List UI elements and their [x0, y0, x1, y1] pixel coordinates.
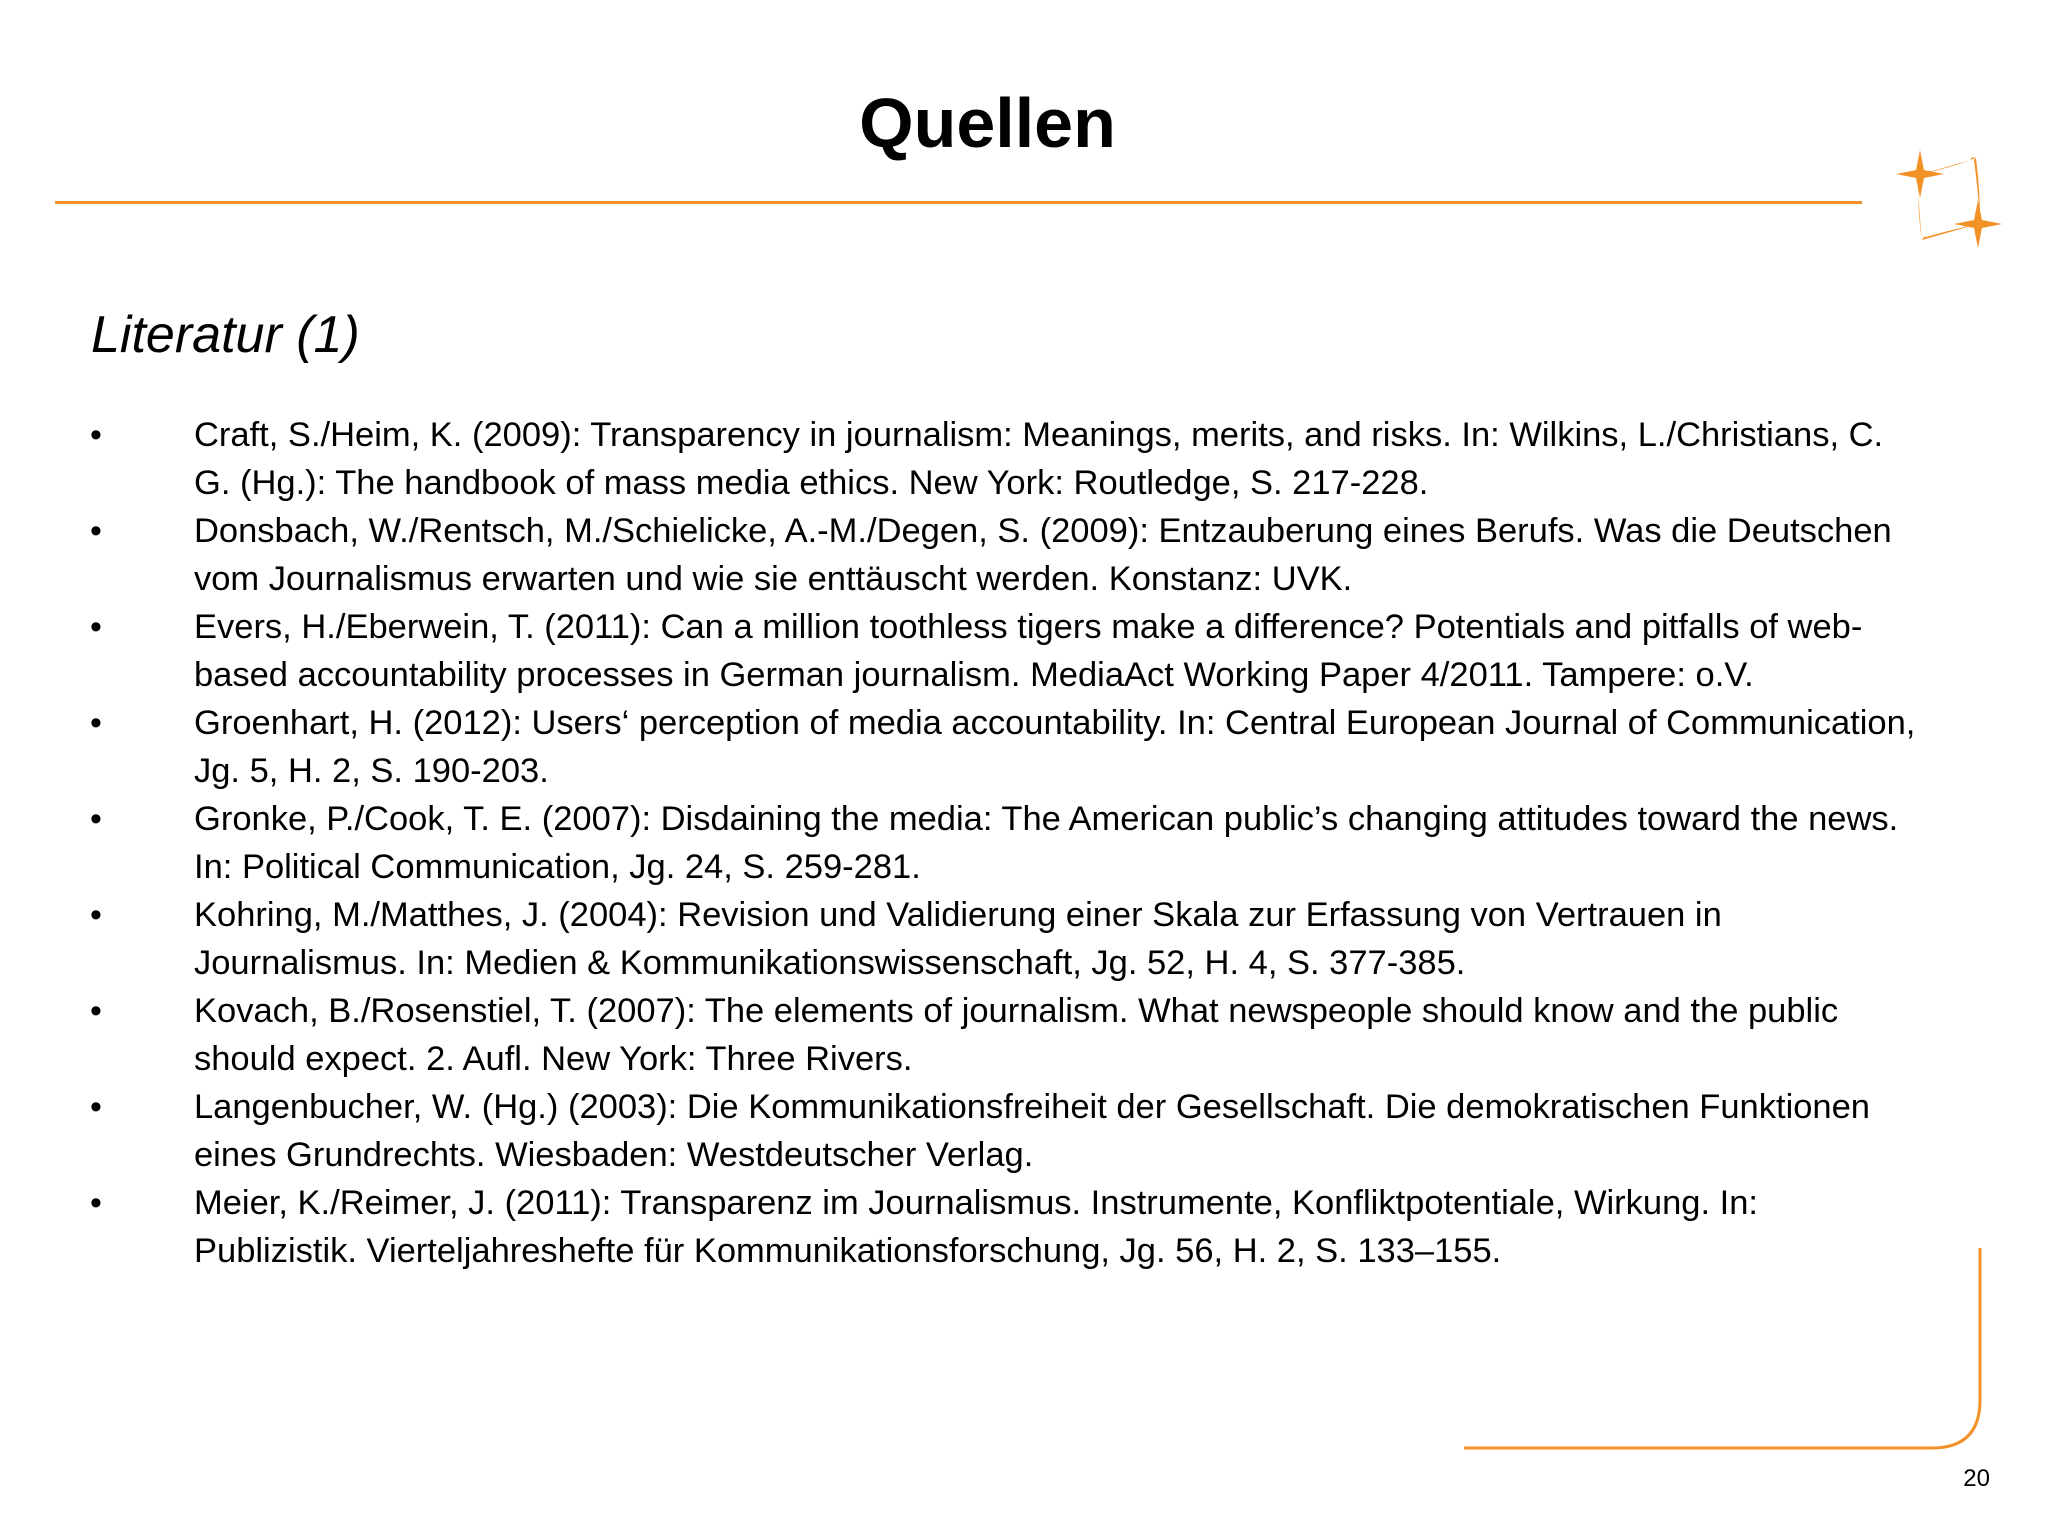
orange-star-frame-logo-icon — [1890, 140, 2008, 258]
bullet: • — [90, 1184, 102, 1222]
bullet: • — [90, 704, 102, 742]
reference-text: Groenhart, H. (2012): Users‘ perception of media accountability. In: Central European Journal of Communication, Jg. 5, H. 2, S. 190-203. — [194, 704, 1916, 790]
list-item — [0, 987, 1960, 1083]
list-item — [0, 891, 1960, 987]
title-divider — [55, 201, 1862, 204]
list-item — [0, 603, 1960, 699]
list-item — [0, 699, 1960, 795]
list-item — [0, 795, 1960, 891]
reference-text: Gronke, P./Cook, T. E. (2007): Disdaining the media: The American public’s changing attitudes toward the news. In: Political Communication, Jg. 24, S. 259-281. — [194, 800, 1899, 886]
reference-text: Craft, S./Heim, K. (2009): Transparency in journalism: Meanings, merits, and risks. In: Wilkins, L./Christians, C. G. (Hg.): The handbook of mass media ethics. New York: Routledge, S. 217-228. — [194, 416, 1884, 502]
bullet: • — [90, 1088, 102, 1126]
list-item — [0, 507, 1960, 603]
bullet: • — [90, 512, 102, 550]
list-item — [0, 1083, 1960, 1179]
bullet: • — [90, 992, 102, 1030]
reference-text: Donsbach, W./Rentsch, M./Schielicke, A.-M./Degen, S. (2009): Entzauberung eines Berufs. Was die Deutschen vom Journalismus erwarten und wie sie enttäuscht werden. Konstanz: UVK. — [194, 512, 1892, 598]
bullet: • — [90, 608, 102, 646]
reference-text: Kovach, B./Rosenstiel, T. (2007): The elements of journalism. What newspeople should know and the public should expect. 2. Aufl. New York: Three Rivers. — [194, 992, 1839, 1078]
corner-frame-decoration — [1460, 1240, 1990, 1455]
reference-list — [0, 411, 1960, 1275]
reference-text: Meier, K./Reimer, J. (2011): Transparenz im Journalismus. Instrumente, Konfliktpotentiale, Wirkung. In: Publizistik. Vierteljahreshefte für Kommunikationsforschung, Jg. 56, H. 2, S. 133–155. — [194, 1184, 1759, 1270]
page-number: 20 — [1963, 1465, 1990, 1492]
reference-text: Kohring, M./Matthes, J. (2004): Revision und Validierung einer Skala zur Erfassung von Vertrauen in Journalismus. In: Medien & Kommunikationswissenschaft, Jg. 52, H. 4, S. 377-385. — [194, 896, 1722, 982]
bullet: • — [90, 896, 102, 934]
section-heading: Literatur (1) — [91, 306, 360, 364]
bullet: • — [90, 416, 102, 454]
list-item — [0, 411, 1960, 507]
slide-title: Quellen — [859, 84, 1116, 162]
bullet: • — [90, 800, 102, 838]
reference-text: Langenbucher, W. (Hg.) (2003): Die Kommunikationsfreiheit der Gesellschaft. Die demokratischen Funktionen eines Grundrechts. Wiesbaden: Westdeutscher Verlag. — [194, 1088, 1870, 1174]
reference-text: Evers, H./Eberwein, T. (2011): Can a million toothless tigers make a difference? Potentials and pitfalls of web-based accountability processes in German journalism. MediaAct Working Paper 4/2011. Tampere: o.V. — [194, 608, 1863, 694]
